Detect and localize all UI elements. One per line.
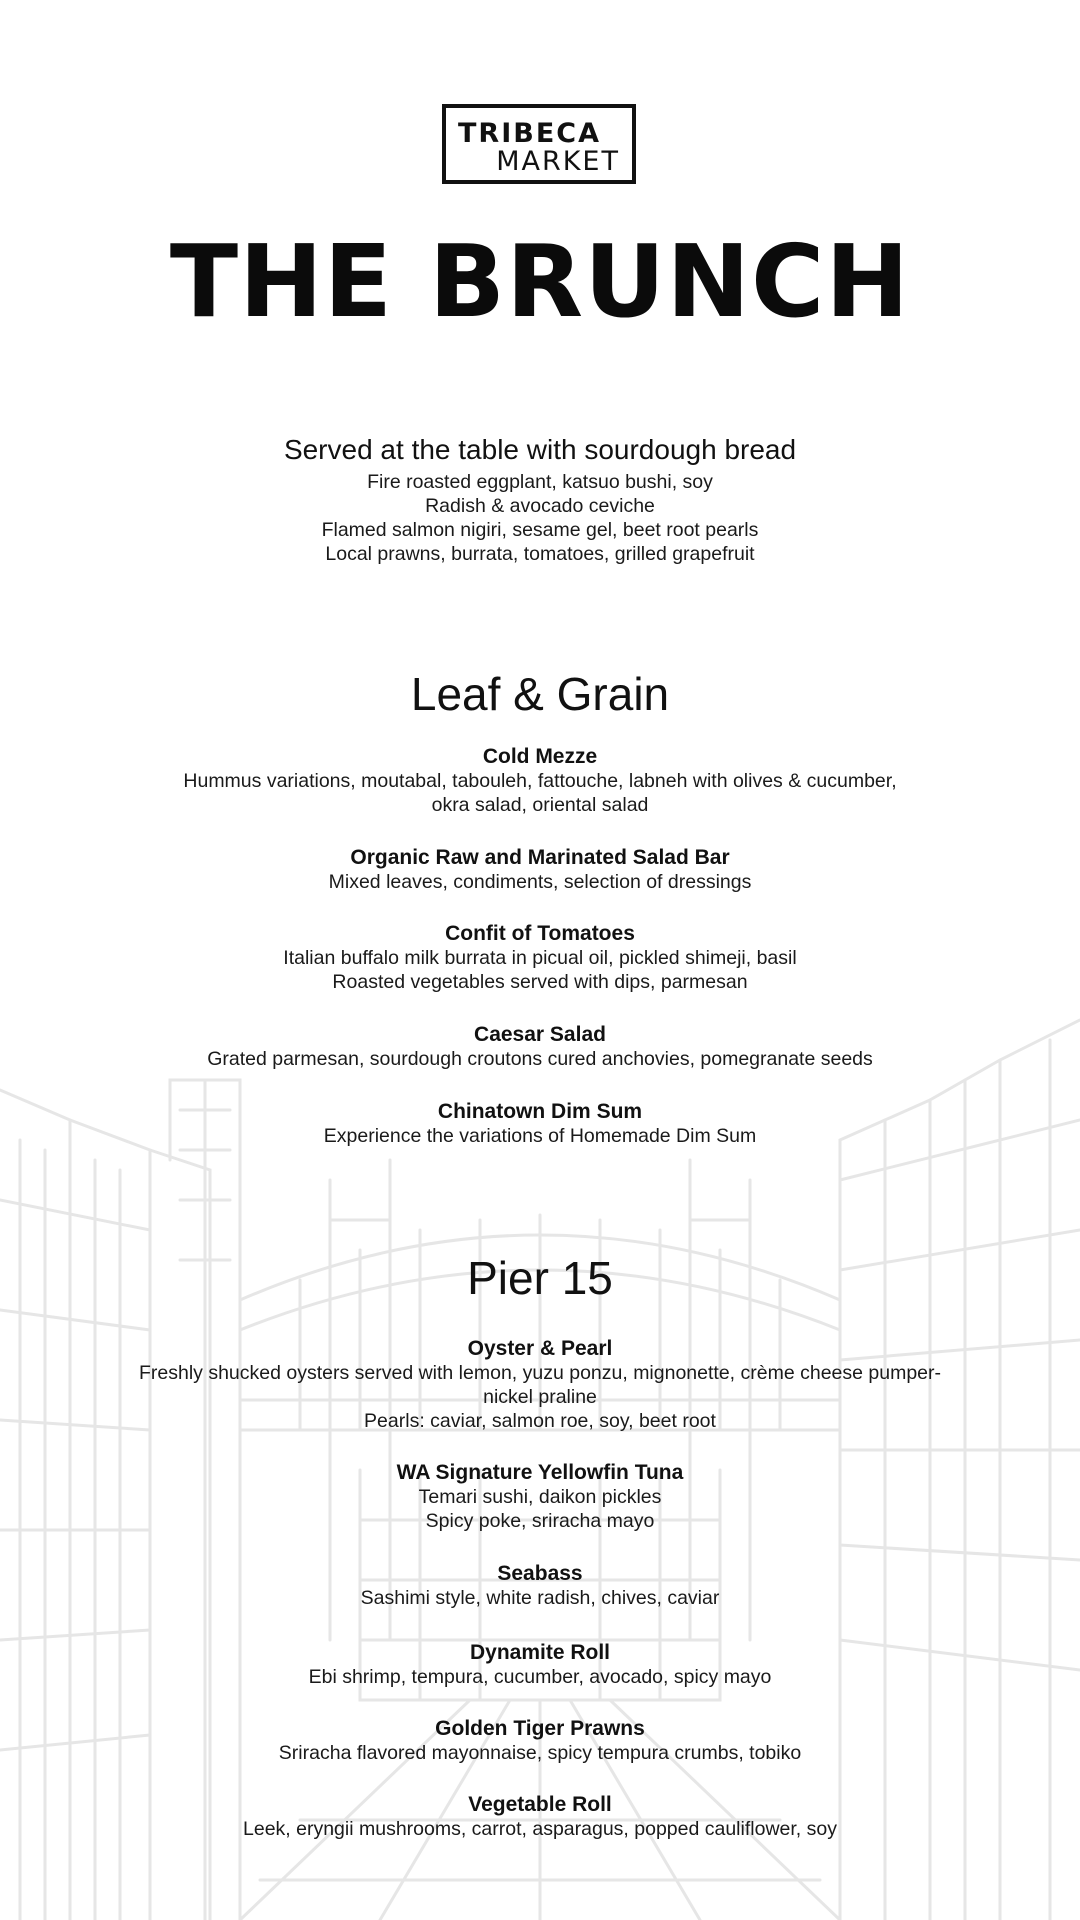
menu-title: THE BRUNCH (169, 223, 911, 340)
intro-heading: Served at the table with sourdough bread (283, 434, 797, 465)
menu-item (0, 1561, 1080, 1610)
item-name: Chinatown Dim Sum (437, 1100, 643, 1123)
item-name: Confit of Tomatoes (445, 922, 635, 945)
logo-text-tribeca: TRIBECA (458, 118, 601, 149)
logo-text-market: MARKET (496, 146, 620, 177)
item-description: Freshly shucked oysters served with lemon, yuzu ponzu, mignonette, crème cheese pumper- (138, 1362, 942, 1384)
pier15-section (0, 1250, 1080, 1306)
tribeca-market-logo (442, 104, 636, 184)
item-description: Grated parmesan, sourdough croutons cured anchovies, pomegranate seeds (207, 1048, 873, 1070)
menu-item (0, 921, 1080, 994)
section-heading-leaf-grain: Leaf & Grain (410, 668, 670, 720)
item-name: Vegetable Roll (468, 1793, 612, 1816)
intro-section (0, 432, 1080, 566)
menu-item (0, 1099, 1080, 1148)
menu-item (0, 1336, 1080, 1433)
item-description: nickel praline (483, 1386, 597, 1408)
intro-line: Local prawns, burrata, tomatoes, grilled grapefruit (325, 543, 755, 565)
item-description: Mixed leaves, condiments, selection of dressings (328, 871, 752, 893)
item-name: Dynamite Roll (469, 1641, 611, 1664)
item-description: okra salad, oriental salad (431, 794, 649, 816)
menu-item (0, 1460, 1080, 1533)
intro-line: Radish & avocado ceviche (425, 495, 655, 517)
menu-item (0, 1640, 1080, 1689)
item-description: Hummus variations, moutabal, tabouleh, fattouche, labneh with olives & cucumber, (183, 770, 897, 792)
item-description: Spicy poke, sriracha mayo (425, 1510, 655, 1532)
leaf-grain-section (0, 666, 1080, 722)
menu-item (0, 1022, 1080, 1071)
item-description: Italian buffalo milk burrata in picual oil, pickled shimeji, basil (283, 947, 797, 969)
item-description: Sashimi style, white radish, chives, caviar (360, 1587, 720, 1609)
item-name: Cold Mezze (482, 745, 598, 768)
item-description: Temari sushi, daikon pickles (418, 1486, 662, 1508)
item-name: Seabass (497, 1562, 583, 1585)
menu-item (0, 744, 1080, 817)
menu-item (0, 1792, 1080, 1841)
item-description: Sriracha flavored mayonnaise, spicy tempura crumbs, tobiko (278, 1742, 802, 1764)
item-description: Leek, eryngii mushrooms, carrot, asparagus, popped cauliflower, soy (243, 1818, 837, 1840)
item-description: Roasted vegetables served with dips, parmesan (332, 971, 748, 993)
item-description: Ebi shrimp, tempura, cucumber, avocado, spicy mayo (308, 1666, 772, 1688)
item-name: Organic Raw and Marinated Salad Bar (350, 846, 730, 869)
menu-item (0, 845, 1080, 894)
section-heading-pier-15: Pier 15 (467, 1252, 613, 1304)
item-name: WA Signature Yellowfin Tuna (396, 1461, 684, 1484)
intro-line: Fire roasted eggplant, katsuo bushi, soy (367, 471, 713, 493)
item-name: Golden Tiger Prawns (435, 1717, 645, 1740)
intro-line: Flamed salmon nigiri, sesame gel, beet root pearls (321, 519, 759, 541)
item-description: Pearls: caviar, salmon roe, soy, beet root (364, 1410, 716, 1432)
item-name: Caesar Salad (474, 1023, 606, 1046)
item-description: Experience the variations of Homemade Dim Sum (323, 1125, 757, 1147)
item-name: Oyster & Pearl (467, 1337, 613, 1360)
menu-item (0, 1716, 1080, 1765)
